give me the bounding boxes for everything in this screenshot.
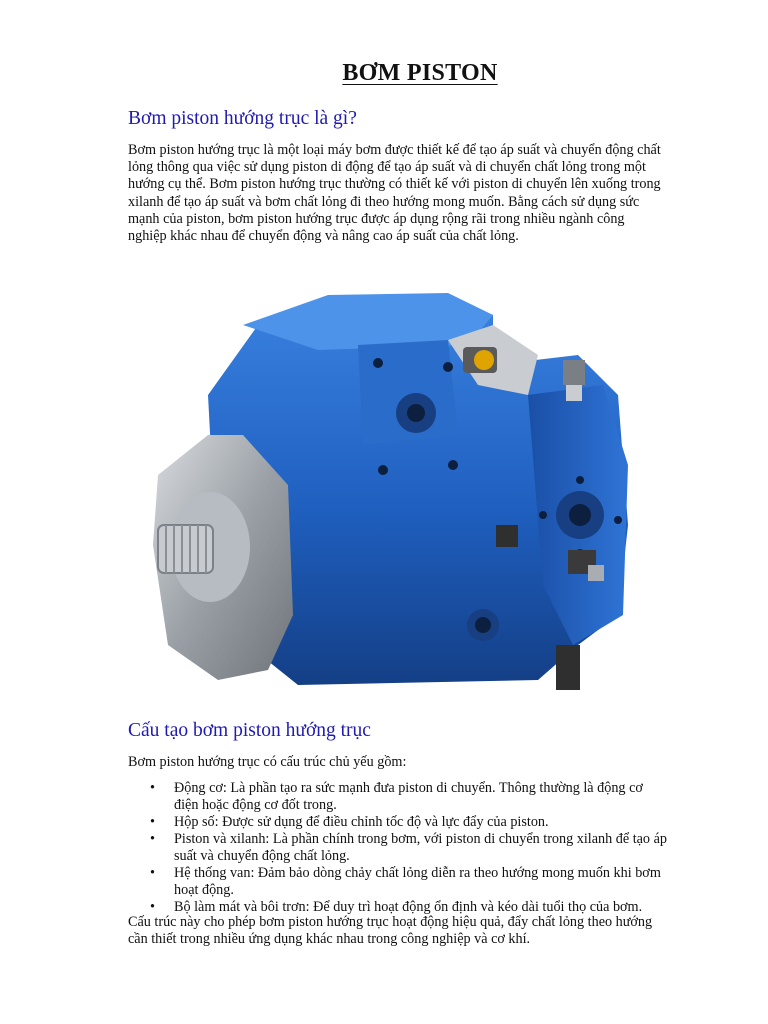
bullet-icon: • — [150, 865, 155, 881]
paragraph-line: mạnh của piston, bơm piston hướng trục được áp dụng rộng rãi trong nhiều ngành công — [128, 210, 625, 227]
section-heading-structure: Cấu tạo bơm piston hướng trục — [128, 720, 371, 741]
bullet-icon: • — [150, 780, 155, 796]
axial-piston-pump-image — [148, 285, 638, 705]
list-item-text: suất và chuyển động chất lỏng. — [174, 848, 350, 864]
paragraph-line: xilanh để tạo áp suất và bơm chất lỏng đi theo hướng mong muốn. Bằng cách sử dụng sức — [128, 193, 640, 210]
bullet-icon: • — [150, 831, 155, 847]
document-title: BƠM PISTON — [342, 60, 498, 86]
list-item — [128, 814, 728, 831]
paragraph-line: cần thiết trong nhiều ứng dụng khác nhau trong công nghiệp và cơ khí. — [128, 931, 531, 948]
paragraph-line: Cấu trúc này cho phép bơm piston hướng trục hoạt động hiệu quả, đẩy chất lỏng theo hướng — [128, 914, 653, 930]
list-item-text: điện hoặc động cơ đốt trong. — [174, 797, 337, 813]
section2-closing — [128, 914, 718, 948]
section-heading-what-is: Bơm piston hướng trục là gì? — [128, 108, 357, 129]
paragraph-line: lỏng thông qua việc sử dụng piston di động để tạo áp suất và di chuyển chất lỏng trong một — [128, 159, 646, 176]
list-item — [128, 831, 728, 865]
section1-paragraph — [128, 142, 718, 245]
list-item-text: hoạt động. — [174, 882, 234, 898]
list-item-text: Động cơ: Là phần tạo ra sức mạnh đưa piston di chuyển. Thông thường là động cơ — [174, 780, 643, 796]
paragraph-line: Bơm piston hướng trục là một loại máy bơm được thiết kế để tạo áp suất và chuyển động chất — [128, 142, 661, 158]
paragraph-line: nghiệp khác nhau để chuyển động và nâng cao áp suất của chất lỏng. — [128, 228, 519, 245]
section2-intro: Bơm piston hướng trục có cấu trúc chủ yếu gồm: — [128, 754, 407, 770]
bullet-icon: • — [150, 899, 155, 915]
paragraph-line: hướng cụ thể. Bơm piston hướng trục thường có thiết kế với piston di chuyển lên xuống trong — [128, 176, 661, 193]
list-item-text: Piston và xilanh: Là phần chính trong bơm, với piston di chuyển trong xilanh để tạo áp — [174, 831, 667, 847]
list-item-text: Bộ làm mát và bôi trơn: Để duy trì hoạt động ổn định và kéo dài tuổi thọ của bơm. — [174, 899, 643, 915]
bullet-icon: • — [150, 814, 155, 830]
list-item-text: Hộp số: Được sử dụng để điều chỉnh tốc độ và lực đẩy của piston. — [174, 814, 549, 830]
list-item — [128, 780, 728, 814]
list-item-text: Hệ thống van: Đảm bảo dòng chảy chất lỏng diễn ra theo hướng mong muốn khi bơm — [174, 865, 661, 881]
list-item — [128, 865, 728, 899]
component-list — [128, 780, 728, 916]
